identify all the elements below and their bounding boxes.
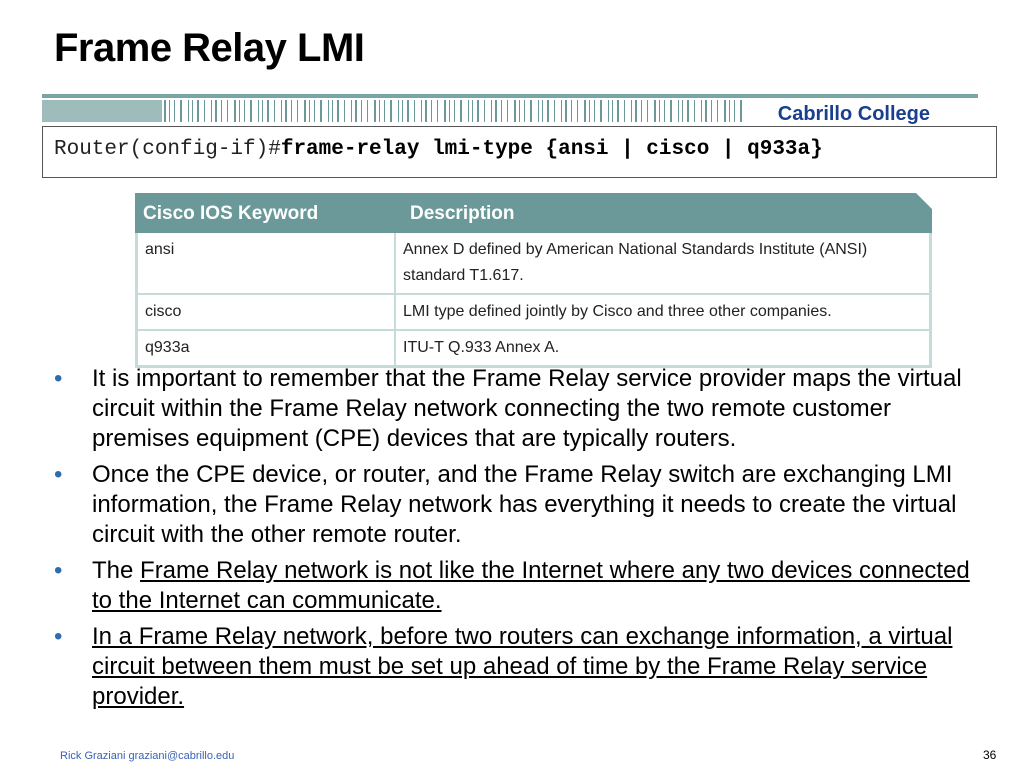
banner-stripe bbox=[274, 100, 275, 122]
banner-stripe bbox=[244, 100, 245, 122]
banner-stripe bbox=[197, 100, 199, 122]
page-number: 36 bbox=[983, 748, 997, 762]
banner-stripe bbox=[701, 100, 702, 122]
brand-name: Cabrillo College bbox=[777, 103, 930, 124]
banner-stripe bbox=[659, 100, 660, 122]
banner-stripe bbox=[612, 100, 613, 122]
bullet-item bbox=[54, 556, 984, 616]
banner-stripe bbox=[495, 100, 497, 122]
banner-stripe bbox=[332, 100, 333, 122]
banner-stripe bbox=[519, 100, 520, 122]
banner-stripe bbox=[425, 100, 427, 122]
banner-stripe bbox=[571, 100, 572, 122]
banner-stripe bbox=[670, 100, 672, 122]
banner-stripe bbox=[501, 100, 502, 122]
bullet-list bbox=[54, 364, 984, 718]
banner-stripe bbox=[250, 100, 252, 122]
banner-stripe bbox=[234, 100, 236, 122]
banner-stripe bbox=[468, 100, 469, 122]
banner-stripe bbox=[421, 100, 422, 122]
banner-stripe bbox=[729, 100, 730, 122]
banner-stripe bbox=[444, 100, 446, 122]
table-row bbox=[138, 329, 929, 365]
banner-stripe bbox=[169, 100, 170, 122]
bullet-item bbox=[54, 364, 984, 454]
banner-stripe bbox=[530, 100, 532, 122]
banner-stripe bbox=[594, 100, 595, 122]
banner-stripe bbox=[454, 100, 455, 122]
banner-stripe bbox=[384, 100, 385, 122]
banner-stripe bbox=[617, 100, 619, 122]
banner-stripe bbox=[227, 100, 228, 122]
banner-stripe bbox=[407, 100, 409, 122]
banner-stripe bbox=[484, 100, 485, 122]
banner-stripe bbox=[309, 100, 310, 122]
banner-stripe bbox=[547, 100, 549, 122]
banner-stripe bbox=[717, 100, 718, 122]
banner-stripe bbox=[654, 100, 656, 122]
banner-stripe bbox=[687, 100, 689, 122]
banner-stripe bbox=[647, 100, 648, 122]
row-description: Annex D defined by American National Standards Institute (ANSI) standard T1.617. bbox=[403, 241, 868, 284]
header-description: Description bbox=[410, 203, 515, 224]
banner-stripe bbox=[477, 100, 479, 122]
command-syntax-box bbox=[42, 126, 997, 178]
row-keyword: cisco bbox=[138, 295, 396, 329]
banner-stripe bbox=[631, 100, 632, 122]
banner-stripe bbox=[624, 100, 625, 122]
banner-stripe bbox=[472, 100, 473, 122]
command-prompt: Router(config-if)# bbox=[54, 138, 281, 161]
banner-stripe bbox=[561, 100, 562, 122]
banner-stripe bbox=[267, 100, 269, 122]
header-keyword: Cisco IOS Keyword bbox=[143, 203, 319, 224]
banner-stripe bbox=[460, 100, 462, 122]
footer-author: Rick Graziani graziani@cabrillo.edu bbox=[60, 750, 235, 762]
banner-stripe bbox=[304, 100, 306, 122]
bullet-dot-icon: • bbox=[54, 557, 63, 584]
bullet-item bbox=[54, 460, 984, 550]
banner-stripe bbox=[297, 100, 298, 122]
bullet-underlined-text: In a Frame Relay network, before two routers can exchange information, a virtual circuit between them must be set up ahead of time by the Frame Relay service provider. bbox=[92, 623, 953, 710]
cabrillo-banner bbox=[42, 94, 978, 124]
banner-stripe bbox=[351, 100, 352, 122]
row-description: ITU-T Q.933 Annex A. bbox=[403, 339, 560, 356]
banner-stripe bbox=[379, 100, 380, 122]
command-syntax bbox=[54, 138, 823, 161]
banner-stripe bbox=[314, 100, 315, 122]
banner-stripe bbox=[577, 100, 578, 122]
banner-stripe bbox=[174, 100, 175, 122]
command-keyword: frame-relay lmi-type {ansi | cisco | q933a} bbox=[280, 138, 823, 161]
row-keyword: ansi bbox=[138, 233, 396, 293]
banner-stripe bbox=[711, 100, 712, 122]
lmi-keyword-table bbox=[135, 193, 932, 368]
banner-stripe bbox=[554, 100, 555, 122]
banner-stripe bbox=[164, 100, 166, 122]
banner-stripe bbox=[600, 100, 602, 122]
banner-stripe bbox=[281, 100, 282, 122]
banner-stripe bbox=[262, 100, 263, 122]
banner-stripe bbox=[431, 100, 432, 122]
slide-title: Frame Relay LMI bbox=[54, 26, 365, 70]
banner-stripe bbox=[608, 100, 609, 122]
banner-stripe bbox=[449, 100, 450, 122]
banner-stripe bbox=[285, 100, 287, 122]
banner-stripe bbox=[215, 100, 217, 122]
bullet-prefix: The bbox=[92, 557, 141, 584]
banner-stripe bbox=[344, 100, 345, 122]
banner-stripe bbox=[641, 100, 642, 122]
banner-stripe bbox=[589, 100, 590, 122]
banner-stripe bbox=[390, 100, 392, 122]
banner-stripe bbox=[239, 100, 240, 122]
banner-stripe bbox=[328, 100, 329, 122]
table-row bbox=[138, 293, 929, 329]
banner-stripe bbox=[682, 100, 683, 122]
banner-stripe bbox=[678, 100, 679, 122]
banner-stripe bbox=[204, 100, 205, 122]
banner-stripe bbox=[524, 100, 525, 122]
bullet-text: It is important to remember that the Frame Relay service provider maps the virtual circuit within the Frame Relay network connecting the two remote customer premises equipment (CPE) devices that are typically routers. bbox=[92, 365, 962, 452]
banner-stripe bbox=[734, 100, 735, 122]
banner-stripe bbox=[211, 100, 212, 122]
banner-stripe bbox=[192, 100, 193, 122]
bullet-text: Once the CPE device, or router, and the Frame Relay switch are exchanging LMI information, the Frame Relay network has everything it needs to create the virtual circuit with the other remote router. bbox=[92, 461, 957, 548]
banner-stripe bbox=[221, 100, 222, 122]
bullet-dot-icon: • bbox=[54, 623, 63, 650]
row-keyword: q933a bbox=[138, 331, 396, 365]
banner-stripe bbox=[694, 100, 695, 122]
table-row bbox=[138, 233, 929, 293]
banner-stripe bbox=[180, 100, 182, 122]
banner-stripe bbox=[337, 100, 339, 122]
banner-stripe bbox=[514, 100, 516, 122]
banner-stripe bbox=[355, 100, 357, 122]
table-header bbox=[135, 193, 932, 233]
header-corner-cut bbox=[916, 193, 932, 209]
bullet-underlined-text: Frame Relay network is not like the Internet where any two devices connected to the Internet can communicate. bbox=[92, 557, 970, 614]
banner-stripe bbox=[367, 100, 368, 122]
banner-stripe bbox=[320, 100, 322, 122]
banner-stripe bbox=[507, 100, 508, 122]
banner-stripe bbox=[258, 100, 259, 122]
banner-stripe bbox=[437, 100, 438, 122]
banner-stripe bbox=[398, 100, 399, 122]
banner-stripe bbox=[402, 100, 403, 122]
banner-stripe bbox=[188, 100, 189, 122]
bullet-item bbox=[54, 622, 984, 712]
row-description: LMI type defined jointly by Cisco and three other companies. bbox=[403, 303, 832, 320]
table-body bbox=[135, 233, 932, 368]
banner-stripe bbox=[740, 100, 742, 122]
banner-stripe bbox=[291, 100, 292, 122]
banner-stripe bbox=[724, 100, 726, 122]
banner-stripe bbox=[565, 100, 567, 122]
banner-stripe bbox=[584, 100, 586, 122]
banner-stripe bbox=[705, 100, 707, 122]
bullet-dot-icon: • bbox=[54, 365, 63, 392]
banner-stripe bbox=[414, 100, 415, 122]
banner-stripe bbox=[635, 100, 637, 122]
banner-stripe bbox=[491, 100, 492, 122]
banner-stripe bbox=[542, 100, 543, 122]
banner-stripe bbox=[361, 100, 362, 122]
banner-stripe bbox=[664, 100, 665, 122]
banner-stripe bbox=[374, 100, 376, 122]
bullet-dot-icon: • bbox=[54, 461, 63, 488]
banner-stripe bbox=[538, 100, 539, 122]
